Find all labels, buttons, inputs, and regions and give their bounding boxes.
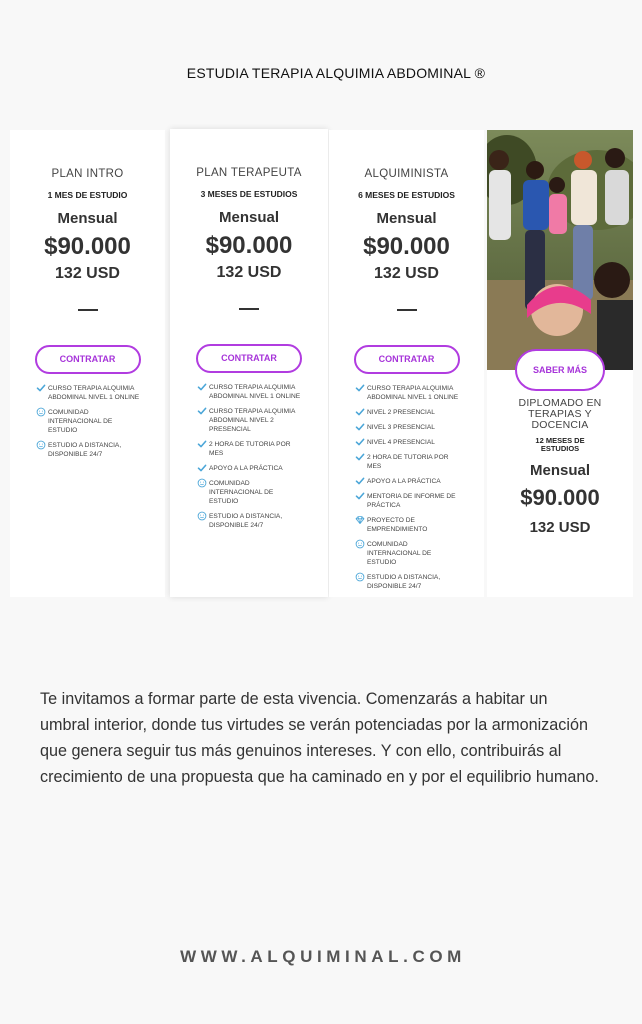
feature-text: ESTUDIO A DISTANCIA, DISPONIBLE 24/7 [48, 442, 122, 458]
check-icon [355, 383, 365, 393]
feature-text: COMUNIDAD INTERNACIONAL DE ESTUDIO [367, 541, 432, 566]
feature-text: MENTORIA DE INFORME DE PRÁCTICA [367, 493, 456, 509]
feature-text: ESTUDIO A DISTANCIA, DISPONIBLE 24/7 [209, 513, 283, 529]
plan-duration: 12 MESES DE ESTUDIOS [535, 436, 585, 453]
check-icon [355, 491, 365, 501]
feature-item [36, 441, 142, 459]
check-icon [197, 406, 207, 416]
plan-usd-price: 132 USD [216, 264, 282, 281]
feature-item [197, 512, 303, 530]
plan-name: DIPLOMADO EN TERAPIAS Y DOCENCIA [518, 397, 602, 431]
feature-item [36, 384, 142, 402]
plan-period: Mensual [376, 210, 437, 227]
check-icon [355, 452, 365, 462]
feature-item [355, 438, 461, 447]
plan-card-intro [10, 130, 165, 597]
plan-duration: 3 MESES DE ESTUDIOS [200, 189, 298, 199]
group-photo-image [487, 130, 633, 370]
plan-price: $90.000 [205, 232, 293, 259]
check-icon [197, 382, 207, 392]
smile-icon [197, 478, 207, 488]
feature-item [355, 477, 461, 486]
saber-mas-button[interactable]: SABER MÁS [515, 349, 605, 391]
feature-text: CURSO TERAPIA ALQUIMIA ABDOMINAL NIVEL 1 ONLINE [48, 385, 140, 401]
feature-item [355, 516, 461, 534]
feature-item [197, 440, 303, 458]
diamond-icon [355, 515, 365, 525]
group-photo [487, 130, 633, 370]
plan-card-alquiminista [329, 130, 484, 597]
feature-item [355, 492, 461, 510]
smile-icon [197, 511, 207, 521]
divider [397, 309, 417, 311]
plan-duration: 1 MES DE ESTUDIO [47, 190, 128, 200]
plan-usd-price: 132 USD [529, 519, 591, 536]
plan-name: PLAN TERAPEUTA [196, 167, 302, 179]
feature-text: CURSO TERAPIA ALQUIMIA ABDOMINAL NIVEL 1 ONLINE [209, 384, 301, 400]
feature-item [355, 408, 461, 417]
divider [239, 308, 259, 310]
diploma-details [487, 398, 633, 536]
plan-card-terapeuta [170, 129, 328, 597]
smile-icon [36, 440, 46, 450]
plan-price: $90.000 [44, 233, 131, 260]
feature-text: CURSO TERAPIA ALQUIMIA ABDOMINAL NIVEL 2 PRESENCIAL [209, 408, 295, 433]
feature-text: NIVEL 2 PRESENCIAL [367, 409, 435, 416]
feature-item [197, 479, 303, 506]
feature-text: ESTUDIO A DISTANCIA, DISPONIBLE 24/7 [367, 574, 441, 590]
website-url: WWW.ALQUIMINAL.COM [180, 947, 466, 966]
feature-text: 2 HORA DE TUTORIA POR MES [367, 454, 449, 470]
feature-text: COMUNIDAD INTERNACIONAL DE ESTUDIO [48, 409, 113, 434]
check-icon [355, 422, 365, 432]
feature-item [355, 384, 461, 402]
plan-card-diplomado [487, 130, 633, 597]
feature-text: APOYO A LA PRÁCTICA [367, 478, 441, 485]
feature-item [197, 407, 303, 434]
check-icon [197, 439, 207, 449]
check-icon [355, 476, 365, 486]
plan-name: PLAN INTRO [51, 168, 124, 180]
feature-list [355, 384, 484, 591]
feature-text: NIVEL 3 PRESENCIAL [367, 424, 435, 431]
plan-price: $90.000 [363, 233, 450, 260]
plan-duration: 6 MESES DE ESTUDIOS [358, 190, 455, 200]
contratar-button[interactable]: CONTRATAR [35, 345, 141, 374]
feature-item [197, 464, 303, 473]
feature-item [355, 540, 461, 567]
plan-period: Mensual [218, 209, 279, 226]
contratar-button[interactable]: CONTRATAR [354, 345, 460, 374]
smile-icon [355, 539, 365, 549]
feature-item [197, 383, 303, 401]
feature-text: PROYECTO DE EMPRENDIMIENTO [367, 517, 428, 533]
plan-period: Mensual [57, 210, 118, 227]
check-icon [197, 463, 207, 473]
check-icon [355, 437, 365, 447]
smile-icon [355, 572, 365, 582]
feature-item [36, 408, 142, 435]
plan-name: ALQUIMINISTA [364, 168, 449, 180]
feature-item [355, 423, 461, 432]
page-title: ESTUDIA TERAPIA ALQUIMIA ABDOMINAL ® [186, 65, 486, 81]
feature-text: APOYO A LA PRÁCTICA [209, 465, 283, 472]
feature-item [355, 453, 461, 471]
plan-price: $90.000 [520, 485, 600, 510]
smile-icon [36, 407, 46, 417]
feature-list [197, 383, 328, 530]
contratar-button[interactable]: CONTRATAR [196, 344, 302, 373]
plan-period: Mensual [529, 462, 590, 479]
plan-usd-price: 132 USD [55, 265, 120, 282]
feature-text: COMUNIDAD INTERNACIONAL DE ESTUDIO [209, 480, 274, 505]
plan-usd-price: 132 USD [374, 265, 439, 282]
check-icon [355, 407, 365, 417]
feature-list [36, 384, 165, 459]
check-icon [36, 383, 46, 393]
pricing-cards [10, 130, 634, 597]
divider [78, 309, 98, 311]
feature-item [355, 573, 461, 591]
feature-text: 2 HORA DE TUTORIA POR MES [209, 441, 291, 457]
feature-text: NIVEL 4 PRESENCIAL [367, 439, 435, 446]
invitation-paragraph: Te invitamos a formar parte de esta vivencia. Comenzarás a habitar un umbral interior, donde tus virtudes se verán potenciadas por la armonización que genera seguir tus más genuinos intereses. Y con ello, contribuirás al crecimiento de una propuesta que ha caminado en y por el equilibrio humano. [40, 690, 599, 786]
feature-text: CURSO TERAPIA ALQUIMIA ABDOMINAL NIVEL 1 ONLINE [367, 385, 459, 401]
